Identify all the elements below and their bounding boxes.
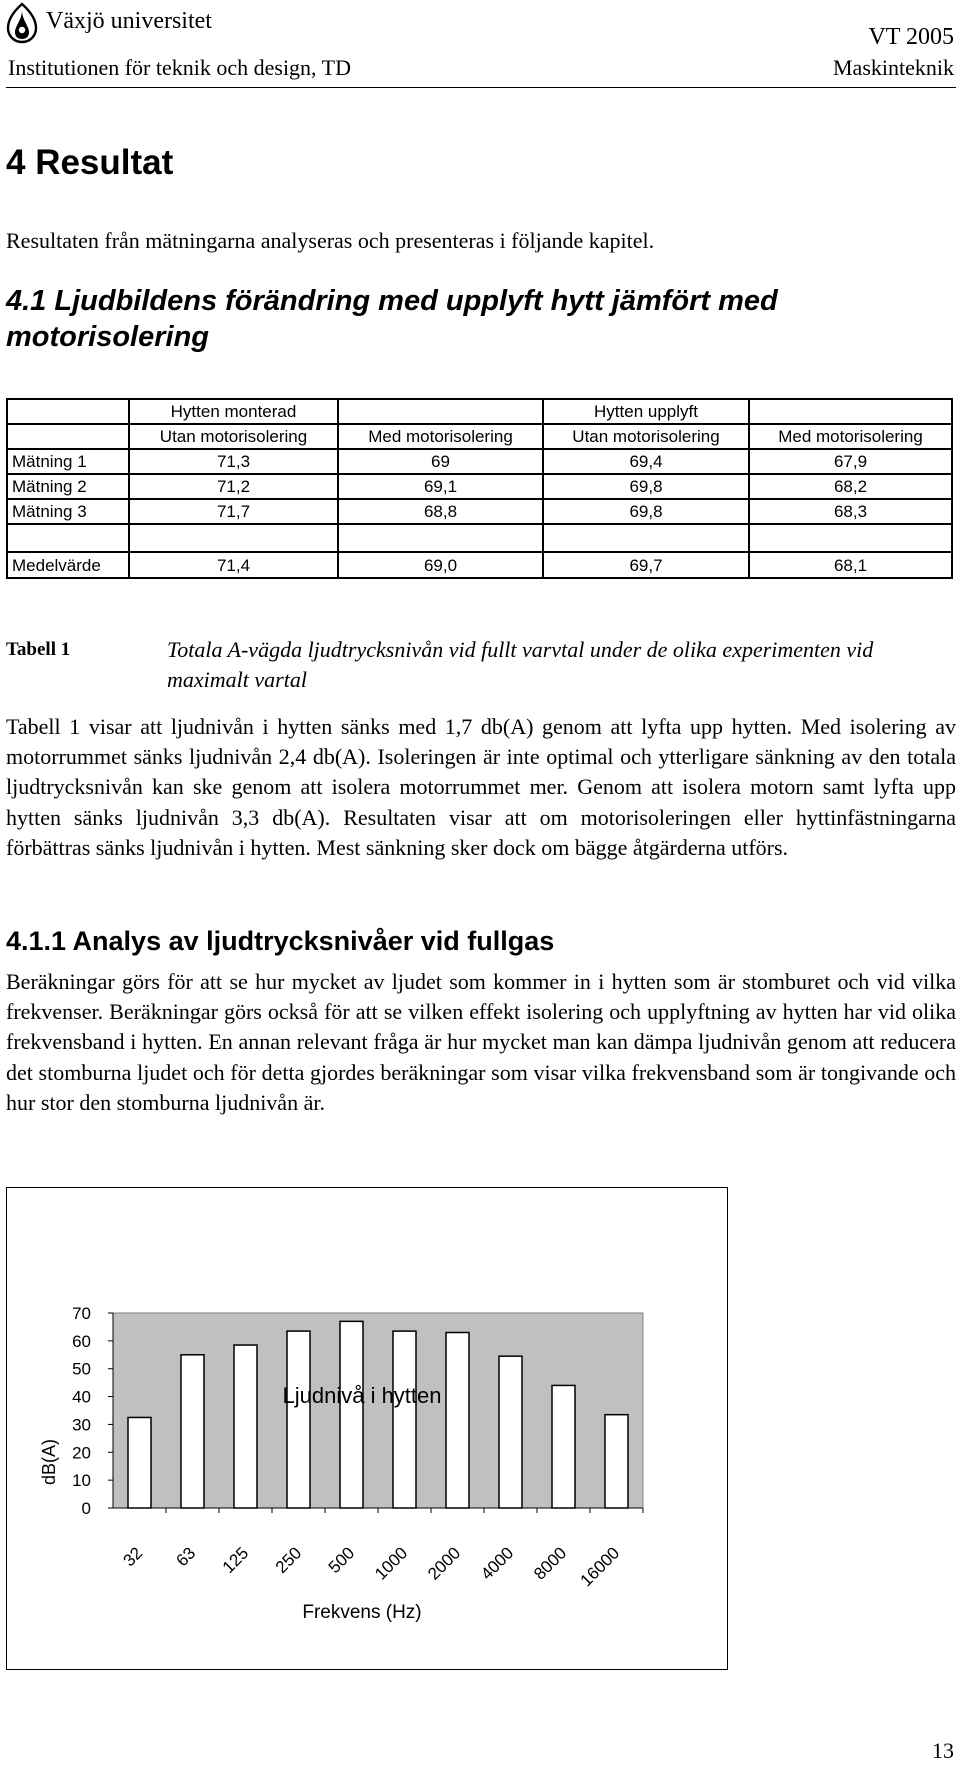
table-cell: 67,9 bbox=[749, 449, 952, 474]
table-subheader-row bbox=[7, 424, 952, 449]
table-cell: 71,4 bbox=[129, 552, 338, 578]
table-cell: 69,4 bbox=[543, 449, 749, 474]
table-row bbox=[7, 499, 952, 524]
section-intro: Resultaten från mätningarna analyseras och presenteras i följande kapitel. bbox=[6, 228, 655, 253]
chart-title: Ljudnivå i hytten bbox=[282, 1383, 442, 1408]
table-empty-cell bbox=[749, 399, 952, 424]
table-group-header: Hytten upplyft bbox=[543, 399, 749, 424]
bar bbox=[340, 1321, 363, 1508]
table-average-row bbox=[7, 552, 952, 578]
bar bbox=[499, 1356, 522, 1508]
y-tick-label: 0 bbox=[81, 1499, 91, 1518]
table-corner-cell bbox=[7, 399, 129, 424]
table-empty-cell bbox=[543, 524, 749, 552]
x-axis-label: Frekvens (Hz) bbox=[302, 1602, 422, 1623]
table-empty-cell bbox=[7, 524, 129, 552]
bar bbox=[181, 1355, 204, 1508]
table-cell: 69,1 bbox=[338, 474, 543, 499]
x-tick-label: 8000 bbox=[530, 1543, 571, 1584]
table-empty-cell bbox=[7, 424, 129, 449]
y-tick-label: 30 bbox=[72, 1415, 91, 1435]
bar bbox=[605, 1415, 628, 1508]
table-row-label: Mätning 2 bbox=[7, 474, 129, 499]
x-tick-label: 32 bbox=[119, 1543, 147, 1571]
table-cell: 69,7 bbox=[543, 552, 749, 578]
subsection-heading: 4.1 Ljudbildens förändring med upplyft hytt jämfört med motorisolering bbox=[6, 285, 778, 353]
bar bbox=[552, 1385, 575, 1508]
table-column-header: Utan motorisolering bbox=[129, 424, 338, 449]
bar-chart bbox=[7, 1188, 726, 1668]
y-tick-label: 20 bbox=[72, 1443, 91, 1463]
term-label: VT 2005 bbox=[868, 24, 954, 50]
university-name: Växjö universitet bbox=[46, 8, 212, 34]
x-tick-label: 16000 bbox=[576, 1543, 624, 1591]
y-tick-label: 70 bbox=[72, 1304, 91, 1323]
y-tick-label: 10 bbox=[72, 1471, 91, 1491]
x-tick-label: 250 bbox=[271, 1543, 306, 1577]
university-logo-icon bbox=[4, 2, 40, 44]
institution-name: Institutionen för teknik och design, TD bbox=[8, 55, 351, 80]
table-row-label: Mätning 1 bbox=[7, 449, 129, 474]
paragraph-text: Beräkningar görs för att se hur mycket av ljudet som kommer in i hytten som är stomburet och vid vilka frekvenser. Beräkningar görs också för att se vilken effekt isolering och upplyftning av hytten har vid olika frekvensband i hytten. En annan relevant fråga är hur mycket man kan dämpa ljudnivån genom att reducera det stomburna ljudet och för detta gjordes beräkningar som visar vilka frekvensband som bbox=[6, 969, 956, 1085]
y-tick-label: 40 bbox=[72, 1387, 91, 1407]
bar bbox=[287, 1331, 310, 1508]
results-paragraph bbox=[6, 712, 956, 863]
x-tick-label: 2000 bbox=[424, 1543, 465, 1584]
table-cell: 68,1 bbox=[749, 552, 952, 578]
header-divider bbox=[6, 87, 956, 88]
subsubsection-heading: 4.1.1 Analys av ljudtrycksnivåer vid fullgas bbox=[6, 926, 555, 956]
x-tick-label: 1000 bbox=[371, 1543, 412, 1584]
table-cell: 71,2 bbox=[129, 474, 338, 499]
table-column-header: Med motorisolering bbox=[338, 424, 543, 449]
x-tick-label: 125 bbox=[218, 1543, 253, 1577]
table-column-header: Med motorisolering bbox=[749, 424, 952, 449]
bar bbox=[393, 1331, 416, 1508]
bar bbox=[234, 1345, 257, 1508]
chart-frame bbox=[6, 1187, 728, 1670]
paragraph-text-end: Mest sänkning sker dock om bägge åtgärderna utförs. bbox=[316, 834, 789, 860]
table-cell: 71,3 bbox=[129, 449, 338, 474]
table-cell: 71,7 bbox=[129, 499, 338, 524]
table-cell: 69,8 bbox=[543, 474, 749, 499]
table-cell: 69 bbox=[338, 449, 543, 474]
table-cell: 68,3 bbox=[749, 499, 952, 524]
results-table bbox=[6, 398, 953, 579]
x-tick-label: 4000 bbox=[477, 1543, 518, 1584]
table-row bbox=[7, 449, 952, 474]
paragraph-text-end: är tongivande och hur stor den stomburna ljudnivån är. bbox=[6, 1059, 957, 1115]
paragraph-text: Tabell 1 visar att ljudnivån i hytten sänks med 1,7 db(A) genom att lyfta upp hytten. Med isolering av motorrummet sänks ljudnivån 2,4 db(A). Isoleringen är inte optimal och ytterligare sänkning av den totala ljudtrycksnivån kan ske genom att isolera motorrummet mer. Genom att isolera motorn samt lyfta upp hytten sänks ljudnivån 3,3 db(A). Resultaten visar att om motorisoleringen eller hyttinfästningarna förbättras sänks ljudnivån i hytten. bbox=[6, 714, 956, 860]
table-group-header-row bbox=[7, 399, 952, 424]
table-group-header: Hytten monterad bbox=[129, 399, 338, 424]
section-heading: 4 Resultat bbox=[6, 143, 174, 182]
table-empty-cell bbox=[338, 524, 543, 552]
table-caption-label: Tabell 1 bbox=[6, 639, 71, 660]
table-caption-text: Totala A-vägda ljudtrycksnivån vid fullt varvtal under de olika experimenten vid maximalt vartal bbox=[167, 637, 874, 692]
table-cell: 68,2 bbox=[749, 474, 952, 499]
table-empty-cell bbox=[749, 524, 952, 552]
table-cell: 69,0 bbox=[338, 552, 543, 578]
bar bbox=[446, 1333, 469, 1509]
table-spacer-row bbox=[7, 524, 952, 552]
table-row bbox=[7, 474, 952, 499]
x-tick-label: 63 bbox=[172, 1543, 200, 1571]
page-number: 13 bbox=[932, 1738, 954, 1763]
y-tick-label: 50 bbox=[72, 1359, 91, 1379]
table-cell: 69,8 bbox=[543, 499, 749, 524]
bar bbox=[128, 1417, 151, 1508]
table-cell: 68,8 bbox=[338, 499, 543, 524]
table-empty-cell bbox=[129, 524, 338, 552]
table-row-label: Mätning 3 bbox=[7, 499, 129, 524]
y-axis-label: dB(A) bbox=[39, 1438, 59, 1486]
department-name: Maskinteknik bbox=[833, 55, 954, 80]
table-empty-cell bbox=[338, 399, 543, 424]
y-tick-label: 60 bbox=[72, 1331, 91, 1351]
x-tick-label: 500 bbox=[324, 1543, 359, 1577]
table-column-header: Utan motorisolering bbox=[543, 424, 749, 449]
analysis-paragraph bbox=[6, 967, 956, 1118]
table-row-label: Medelvärde bbox=[7, 552, 129, 578]
